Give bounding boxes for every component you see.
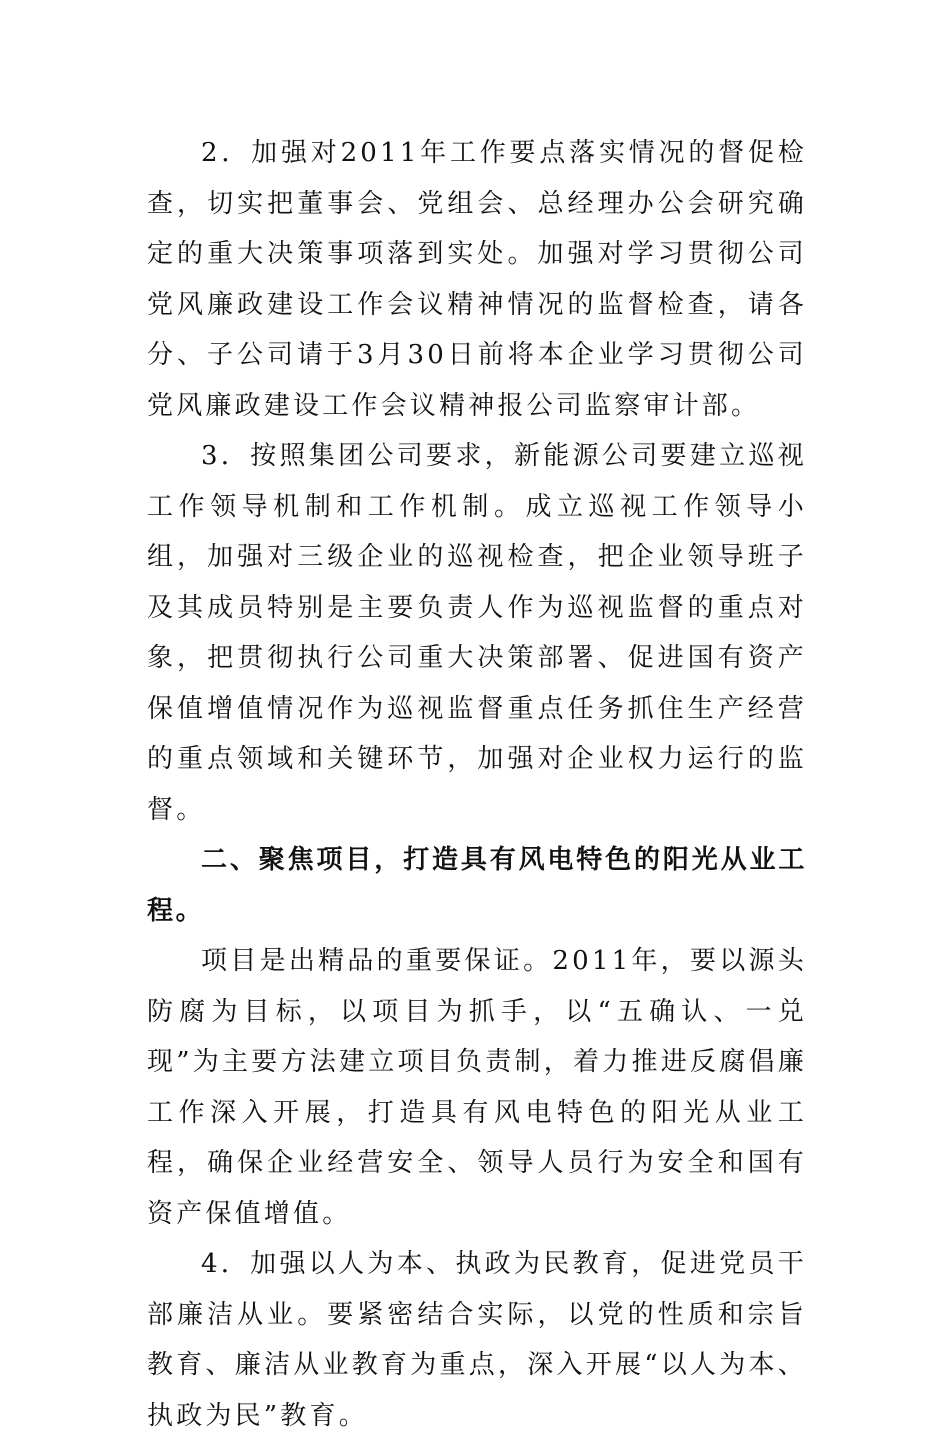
section-heading: 二、聚焦项目，打造具有风电特色的阳光从业工程。	[147, 845, 807, 926]
document-body	[147, 128, 807, 1441]
paragraph-item-3: 3．按照集团公司要求，新能源公司要建立巡视工作领导机制和工作机制。成立巡视工作领导小组，加强对三级企业的巡视检查，把企业领导班子及其成员特别是主要负责人作为巡视监督的重点对象，把贯彻执行公司重大决策部署、促进国有资产保值增值情况作为巡视监督重点任务抓住生产经营的重点领域和关键环节，加强对企业权力运行的监督。	[147, 441, 807, 825]
paragraph-item-4: 4．加强以人为本、执政为民教育，促进党员干部廉洁从业。要紧密结合实际，以党的性质和宗旨教育、廉洁从业教育为重点，深入开展“以人为本、执政为民”教育。	[147, 1249, 807, 1431]
section-intro-paragraph: 项目是出精品的重要保证。2011年，要以源头防腐为目标，以项目为抓手，以“五确认、一兑现”为主要方法建立项目负责制，着力推进反腐倡廉工作深入开展，打造具有风电特色的阳光从业工程，确保企业经营安全、领导人员行为安全和国有资产保值增值。	[147, 946, 807, 1229]
paragraph-item-2: 2．加强对2011年工作要点落实情况的督促检查，切实把董事会、党组会、总经理办公会研究确定的重大决策事项落到实处。加强对学习贯彻公司党风廉政建设工作会议精神情况的监督检查，请各分、子公司请于3月30日前将本企业学习贯彻公司党风廉政建设工作会议精神报公司监察审计部。	[147, 138, 807, 421]
